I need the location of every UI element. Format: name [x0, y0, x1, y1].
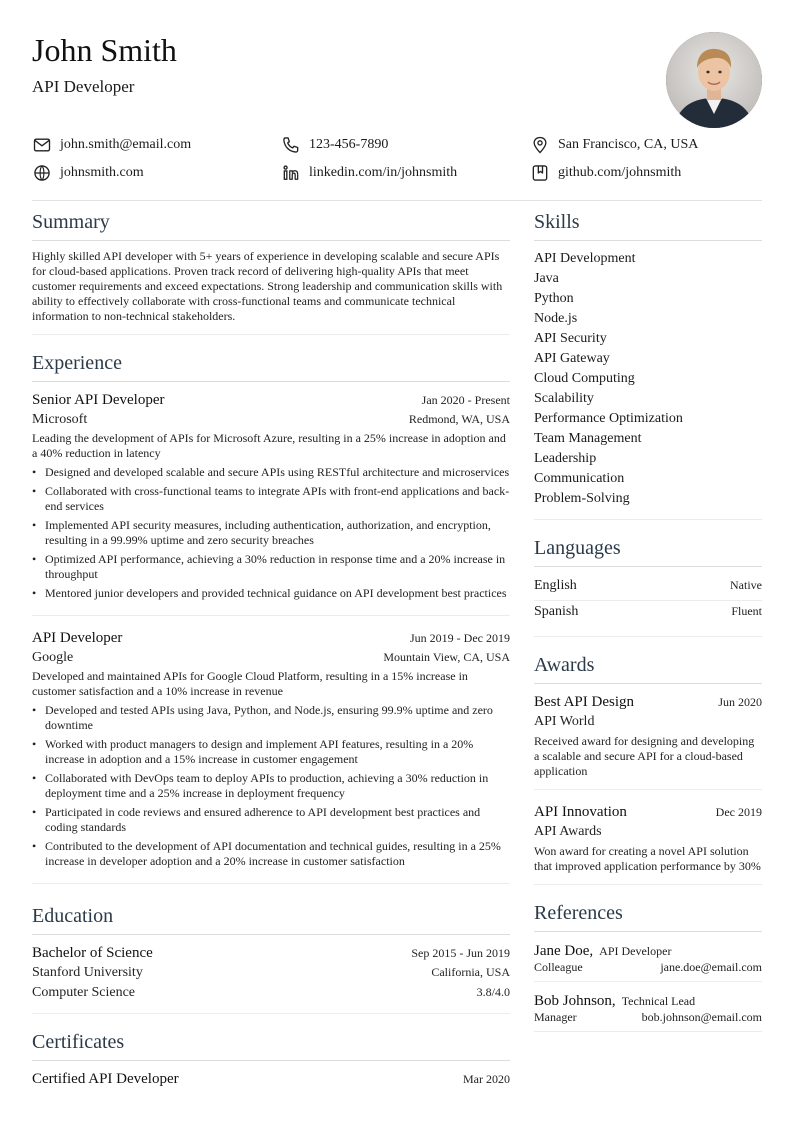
job-date: Jun 2019 - Dec 2019 — [410, 631, 510, 645]
skill-item: Team Management — [534, 431, 642, 446]
reference-relation: Colleague — [534, 960, 583, 974]
contact-email-text: john.smith@email.com — [60, 137, 192, 152]
skill-item: Java — [534, 271, 559, 286]
awards-title: Awards — [534, 651, 762, 684]
certificate-date: Mar 2020 — [463, 1072, 510, 1086]
languages-title: Languages — [534, 534, 762, 567]
phone-icon — [281, 135, 301, 155]
bullet-item: • Developed and tested APIs using Java, Python, and Node.js, ensuring 99.9% uptime and zero downtime — [32, 703, 510, 733]
bullet-item: • Worked with product managers to design and implement API features, resulting in a 20% increase in adoption and a 15% increase in customer engagement — [32, 737, 510, 767]
contact-github[interactable] — [530, 162, 681, 184]
header-divider — [32, 200, 762, 201]
bullet-item: • Designed and developed scalable and secure APIs using RESTful architecture and microservices — [32, 465, 510, 480]
skills-section — [534, 208, 762, 520]
skill-item: Scalability — [534, 391, 594, 406]
mail-icon — [32, 135, 52, 155]
language-level: Fluent — [731, 604, 762, 618]
education-location: California, USA — [431, 965, 510, 979]
candidate-name: John Smith — [32, 32, 177, 68]
bullet-item: • Collaborated with cross-functional teams to integrate APIs with front-end applications and back-end services — [32, 484, 510, 514]
award-date: Dec 2019 — [715, 805, 762, 819]
awards-section — [534, 651, 762, 885]
skill-item: Node.js — [534, 311, 578, 326]
award-item — [534, 692, 762, 790]
award-description: Received award for designing and developing a scalable and secure API for a cloud-based application — [534, 734, 755, 778]
map-pin-icon — [530, 135, 550, 155]
experience-item — [32, 390, 510, 616]
reference-name: Jane Doe, — [534, 943, 594, 959]
certificate-name: Certified API Developer — [32, 1071, 179, 1087]
contact-website[interactable] — [32, 162, 144, 184]
job-description: Leading the development of APIs for Microsoft Azure, resulting in a 25% increase in adoption and a 40% reduction in latency — [32, 431, 506, 460]
bullet-item: • Participated in code reviews and ensured adherence to API development best practices and coding standards — [32, 805, 510, 835]
references-title: References — [534, 899, 762, 932]
award-title: API Innovation — [534, 804, 627, 820]
job-bullets — [32, 465, 510, 601]
language-item — [534, 575, 762, 601]
education-date: Sep 2015 - Jun 2019 — [411, 946, 510, 960]
language-item — [534, 601, 762, 626]
job-company: Google — [32, 650, 74, 665]
bullet-item: • Implemented API security measures, including authentication, authorization, and encryption, resulting in a 99.99% uptime and zero security breaches — [32, 518, 510, 548]
reference-item — [534, 940, 762, 982]
skill-item: Cloud Computing — [534, 371, 635, 386]
skills-title: Skills — [534, 208, 762, 241]
skill-item: Communication — [534, 471, 625, 486]
skill-item: Problem-Solving — [534, 491, 630, 506]
globe-icon — [32, 163, 52, 183]
contact-phone-text: 123-456-7890 — [309, 137, 389, 152]
award-description: Won award for creating a novel API solution that improved application performance by 30% — [534, 844, 761, 873]
job-location: Mountain View, CA, USA — [383, 650, 510, 664]
education-school: Stanford University — [32, 965, 143, 980]
bullet-item: • Optimized API performance, achieving a 30% reduction in response time and a 20% increase in throughput — [32, 552, 510, 582]
reference-name: Bob Johnson, — [534, 993, 616, 1009]
certificates-section — [32, 1028, 510, 1099]
main-column — [32, 208, 510, 1113]
job-location: Redmond, WA, USA — [408, 412, 510, 426]
reference-email[interactable]: bob.johnson@email.com — [641, 1010, 762, 1024]
reference-item — [534, 990, 762, 1032]
education-field: Computer Science — [32, 985, 136, 1000]
side-column — [534, 208, 762, 1040]
reference-email[interactable]: jane.doe@email.com — [660, 960, 762, 974]
job-title: API Developer — [32, 630, 123, 646]
skill-item: API Development — [534, 251, 636, 266]
skill-item: Python — [534, 291, 574, 306]
education-section — [32, 902, 510, 1014]
education-title: Education — [32, 902, 510, 935]
bullet-item: • Contributed to the development of API documentation and technical guides, resulting in a 25% increase in developer adoption and a 20% increase in customer satisfaction — [32, 839, 510, 869]
education-degree: Bachelor of Science — [32, 945, 153, 961]
linkedin-icon — [281, 163, 301, 183]
award-item — [534, 802, 762, 874]
contact-github-text: github.com/johnsmith — [558, 165, 682, 180]
skill-item: API Gateway — [534, 351, 610, 366]
experience-item — [32, 628, 510, 884]
skill-item: Performance Optimization — [534, 411, 683, 426]
contact-linkedin[interactable] — [281, 162, 457, 184]
summary-text: Highly skilled API developer with 5+ years of experience in developing scalable and secure APIs for cloud-based applications. Proven track record of delivering high-quality APIs that meet customer requirements and exceed expectations. Strong leadership and communication skills with ability to effectively collaborate with cross-functional teams and communicate technical information to non-technical stakeholders. — [32, 249, 503, 323]
contact-website-text: johnsmith.com — [60, 165, 144, 180]
reference-relation: Manager — [534, 1010, 577, 1024]
summary-title: Summary — [32, 208, 510, 241]
contact-location-text: San Francisco, CA, USA — [558, 137, 699, 152]
reference-title: API Developer — [599, 944, 672, 958]
profile-photo — [666, 32, 762, 128]
reference-title: Technical Lead — [621, 994, 696, 1008]
job-description: Developed and maintained APIs for Google Cloud Platform, resulting in a 15% increase in customer satisfaction and a 10% increase in revenue — [32, 669, 468, 698]
languages-section — [534, 534, 762, 637]
language-name: Spanish — [534, 604, 579, 619]
language-level: Native — [730, 578, 762, 592]
job-bullets — [32, 703, 510, 869]
bullet-item: • Mentored junior developers and provided technical guidance on API development best practices — [32, 586, 510, 601]
profile-photo-illustration — [666, 32, 762, 128]
certificate-item — [32, 1069, 510, 1089]
candidate-role: API Developer — [32, 77, 135, 96]
job-date: Jan 2020 - Present — [421, 393, 510, 407]
bullet-item: • Collaborated with DevOps team to deploy APIs to production, achieving a 30% reduction in deployment time and a 25% increase in deployment frequency — [32, 771, 510, 801]
language-name: English — [534, 578, 577, 593]
bookmark-icon — [530, 163, 550, 183]
contact-email[interactable] — [32, 134, 191, 156]
contact-location — [530, 134, 698, 156]
award-date: Jun 2020 — [718, 695, 762, 709]
experience-title: Experience — [32, 349, 510, 382]
contact-linkedin-text: linkedin.com/in/johnsmith — [309, 165, 458, 180]
experience-section — [32, 349, 510, 884]
contact-phone[interactable] — [281, 134, 388, 156]
summary-section — [32, 208, 510, 335]
skill-item: API Security — [534, 331, 607, 346]
job-title: Senior API Developer — [32, 392, 165, 408]
award-issuer: API World — [534, 714, 595, 729]
award-title: Best API Design — [534, 694, 635, 710]
skill-item: Leadership — [534, 451, 597, 466]
award-issuer: API Awards — [534, 824, 602, 839]
job-company: Microsoft — [32, 412, 88, 427]
certificates-title: Certificates — [32, 1028, 510, 1061]
references-section — [534, 899, 762, 1032]
education-gpa: 3.8/4.0 — [476, 985, 510, 999]
